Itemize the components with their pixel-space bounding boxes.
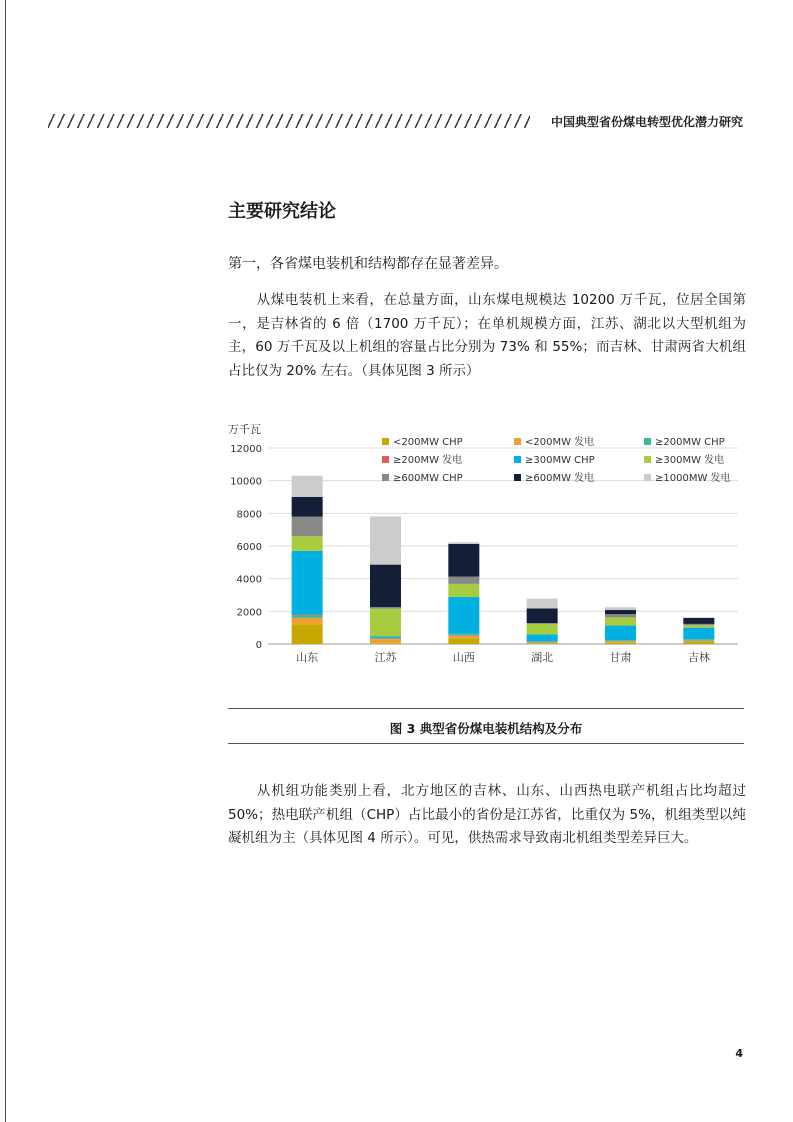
bar-segment <box>683 618 714 624</box>
bar-segment <box>370 636 401 637</box>
caption-top-rule <box>228 708 744 709</box>
bar-segment <box>448 638 479 644</box>
bar-segment <box>448 577 479 584</box>
legend-label: <200MW CHP <box>393 437 463 448</box>
y-tick-label: 12000 <box>230 444 262 455</box>
figure-3-caption: 图 3 典型省份煤电装机结构及分布 <box>389 721 583 736</box>
y-tick-label: 0 <box>255 640 262 651</box>
bar-segment <box>527 623 558 624</box>
y-tick-label: 8000 <box>236 509 262 521</box>
bar-segment <box>527 641 558 642</box>
bar-segment <box>448 584 479 597</box>
bar-segment <box>370 516 401 564</box>
legend-label: ≥300MW 发电 <box>655 455 725 466</box>
bar-segment <box>605 610 636 614</box>
header-hatch-decoration <box>48 114 530 128</box>
legend-swatch <box>514 474 521 481</box>
bar-segment <box>527 624 558 635</box>
figure-3-chart <box>222 418 752 688</box>
lead-sentence: 第一，各省煤电装机和结构都存在显著差异。 <box>228 256 508 272</box>
bar-segment <box>370 643 401 644</box>
bar-segment <box>605 614 636 617</box>
bar-segment <box>527 643 558 644</box>
bar-segment <box>292 551 323 615</box>
legend-label: ≥300MW CHP <box>525 455 595 466</box>
legend-swatch <box>382 474 389 481</box>
x-tick-label: 湖北 <box>531 651 554 664</box>
bar-segment <box>448 634 479 636</box>
x-tick-label: 甘肃 <box>609 651 632 664</box>
legend-label: ≥200MW CHP <box>655 437 725 448</box>
legend-swatch <box>644 456 651 463</box>
legend-swatch <box>382 456 389 463</box>
legend-label: ≥200MW 发电 <box>393 455 463 466</box>
bar-segment <box>448 542 479 544</box>
bar-segment <box>292 615 323 616</box>
bar-segment <box>370 565 401 607</box>
paragraph-1-text: 从煤电装机上来看，在总量方面，山东煤电规模达 10200 万千瓦，位居全国第一，是吉林省的 6 倍（1700 万千瓦）；在单机规模方面，江苏、湖北以大型机组为主，60 万千瓦及以上机组的容量占比分别为 73% 和 55%；而吉林、甘肃两省大机组占比仅为 20% 左右。（具体见图 3 所示） <box>228 292 746 379</box>
stacked-bar-chart <box>222 418 752 688</box>
bar-segment <box>448 597 479 634</box>
bar-segment <box>292 536 323 551</box>
page-number: 4 <box>735 1047 743 1060</box>
bar-segment <box>292 517 323 537</box>
bar-segment <box>683 624 714 625</box>
x-tick-label: 吉林 <box>687 651 710 664</box>
legend-swatch <box>382 438 389 445</box>
legend-swatch <box>644 474 651 481</box>
x-tick-label: 江苏 <box>374 651 397 664</box>
bar-segment <box>683 639 714 640</box>
bar-segment <box>605 643 636 644</box>
x-tick-label: 山东 <box>296 651 319 664</box>
x-tick-label: 山西 <box>452 651 475 664</box>
y-tick-label: 10000 <box>230 476 262 488</box>
y-tick-label: 2000 <box>236 607 262 619</box>
bar-segment <box>370 609 401 637</box>
bar-segment <box>370 607 401 609</box>
bar-segment <box>683 641 714 642</box>
y-tick-label: 4000 <box>236 574 262 586</box>
bar-segment <box>605 641 636 642</box>
bar-segment <box>292 476 323 497</box>
paragraph-2 <box>228 780 746 851</box>
bar-segment <box>605 617 636 625</box>
paragraph-1 <box>228 289 746 383</box>
page-edge-line <box>5 0 6 1122</box>
legend-label: ≥600MW CHP <box>393 473 463 484</box>
y-tick-label: 6000 <box>236 542 262 553</box>
y-axis-label: 万千瓦 <box>228 423 261 436</box>
bar-segment <box>527 608 558 623</box>
legend-label: ≥600MW 发电 <box>525 473 595 484</box>
bar-segment <box>370 638 401 639</box>
legend-swatch <box>514 456 521 463</box>
bar-segment <box>683 642 714 644</box>
bar-segment <box>683 625 714 627</box>
bar-segment <box>527 599 558 609</box>
bar-segment <box>292 624 323 644</box>
section-title: 主要研究结论 <box>228 201 336 222</box>
paragraph-2-text: 从机组功能类别上看，北方地区的吉林、山东、山西热电联产机组占比均超过 50%；热电联产机组（CHP）占比最小的省份是江苏省，比重仅为 5%，机组类型以纯凝机组为主（具体见图 4 所示）。可见，供热需求导致南北机组类型差异巨大。 <box>228 783 746 846</box>
legend-label: <200MW 发电 <box>525 437 595 448</box>
bar-segment <box>605 641 636 642</box>
bar-segment <box>605 626 636 641</box>
bar-segment <box>370 639 401 643</box>
bar-segment <box>448 636 479 638</box>
running-header-title: 中国典型省份煤电转型优化潜力研究 <box>550 115 743 129</box>
legend-label: ≥1000MW 发电 <box>655 473 731 484</box>
caption-bottom-rule <box>228 743 744 744</box>
bar-segment <box>605 607 636 610</box>
legend-swatch <box>644 438 651 445</box>
bar-segment <box>292 618 323 625</box>
bar-segment <box>448 544 479 577</box>
legend-swatch <box>514 438 521 445</box>
bar-segment <box>292 615 323 617</box>
bar-segment <box>292 497 323 517</box>
bar-segment <box>527 635 558 642</box>
bar-segment <box>683 628 714 639</box>
